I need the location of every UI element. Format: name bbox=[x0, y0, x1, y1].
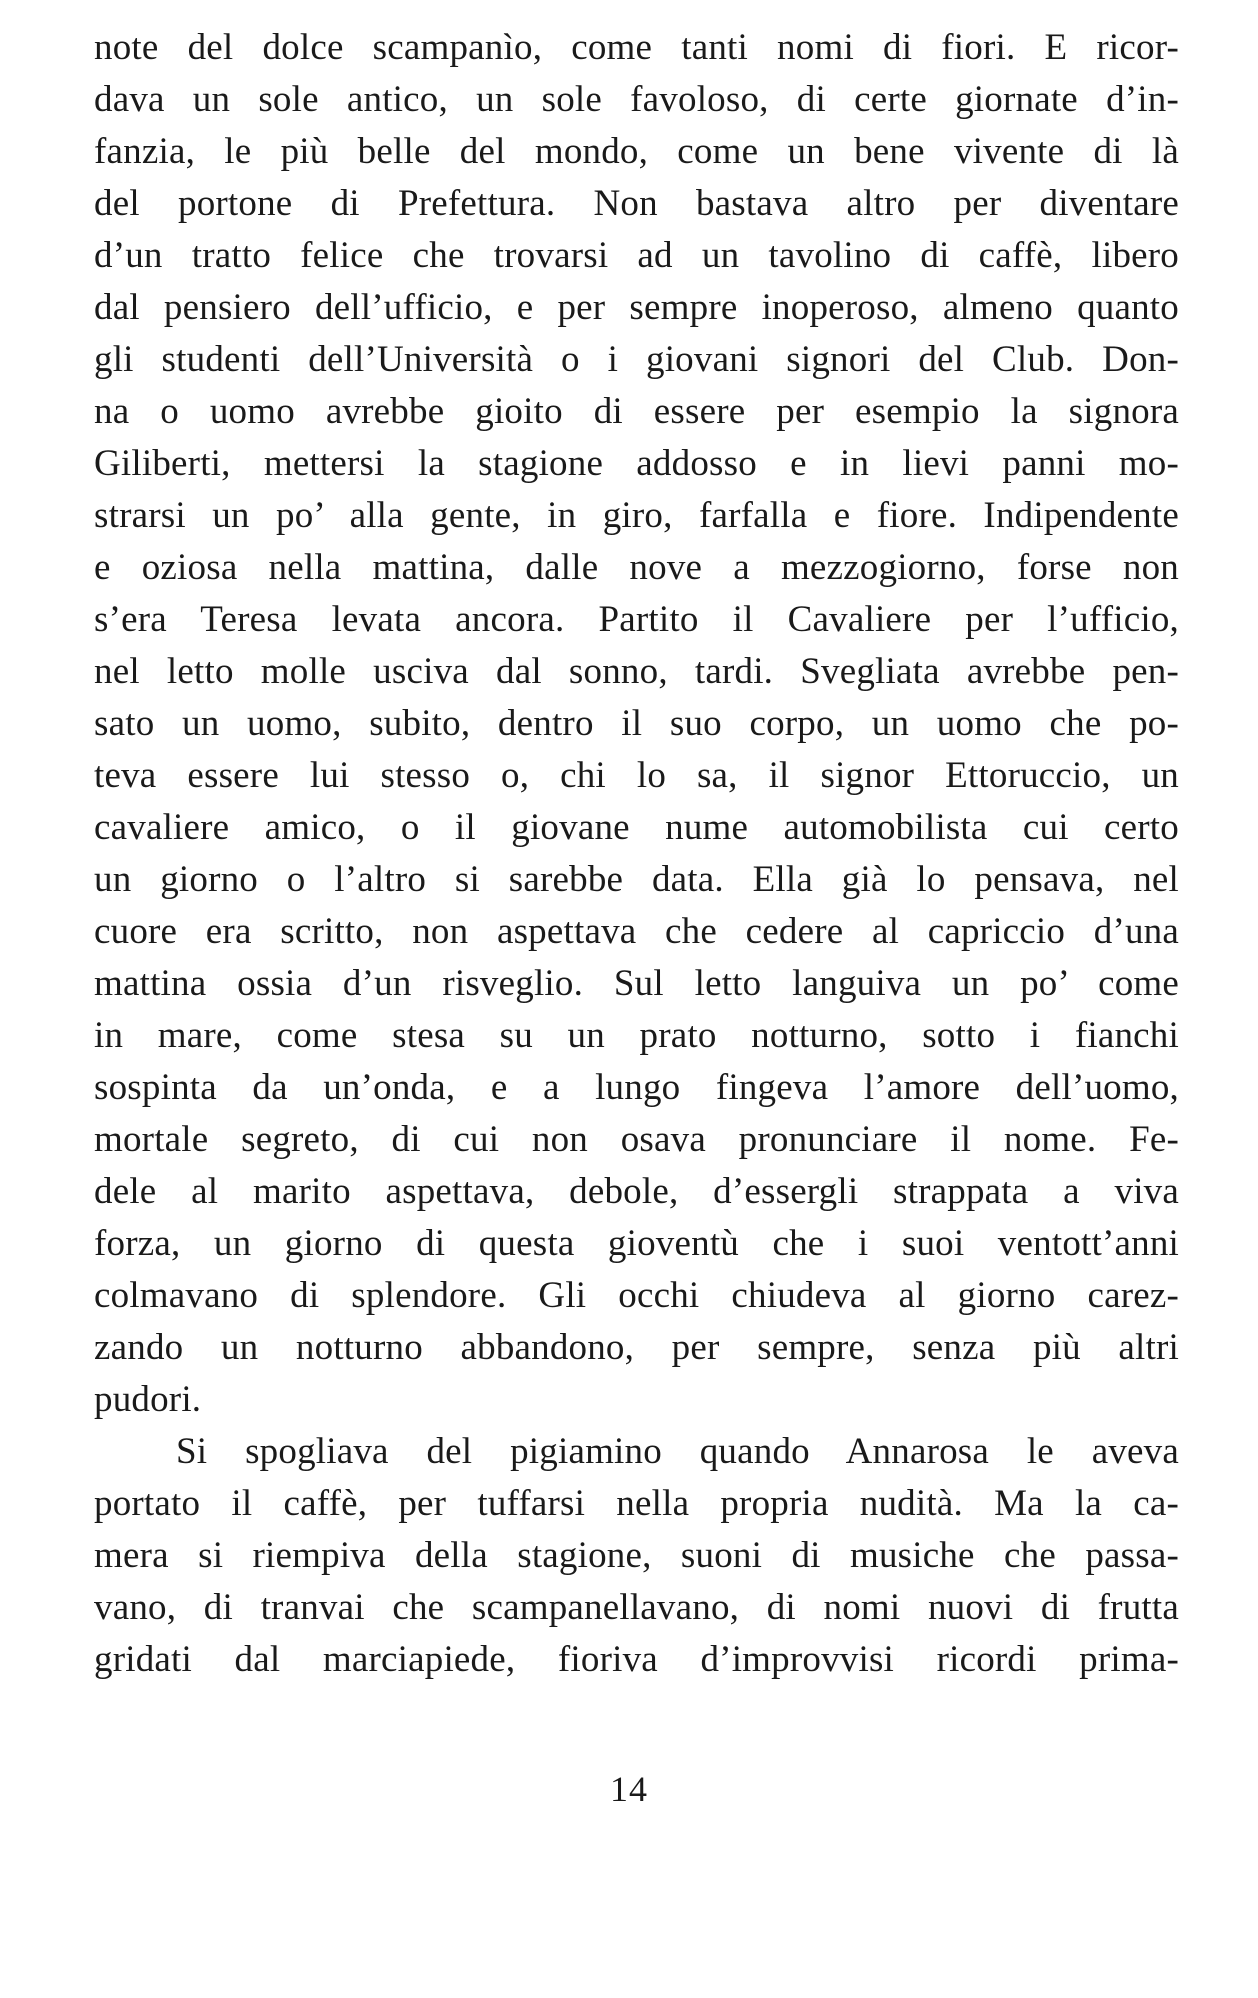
body-text bbox=[94, 22, 1179, 1686]
text-line: cavaliere amico, o il giovane nume automobilista cui certo bbox=[94, 807, 1179, 848]
text-line: pudori. bbox=[94, 1379, 202, 1420]
text-line: na o uomo avrebbe gioito di essere per esempio la signora bbox=[94, 391, 1179, 432]
text-line: mera si riempiva della stagione, suoni di musiche che passa- bbox=[94, 1535, 1179, 1576]
text-line: zando un notturno abbandono, per sempre, senza più altri bbox=[94, 1327, 1179, 1368]
paragraph-2 bbox=[94, 1426, 1179, 1686]
text-line: mortale segreto, di cui non osava pronunciare il nome. Fe- bbox=[94, 1119, 1179, 1160]
text-line: Si spogliava del pigiamino quando Annarosa le aveva bbox=[176, 1431, 1179, 1472]
text-line: note del dolce scampanìo, come tanti nomi di fiori. E ricor- bbox=[94, 27, 1179, 68]
text-line: gli studenti dell’Università o i giovani signori del Club. Don- bbox=[94, 339, 1179, 380]
text-line: cuore era scritto, non aspettava che cedere al capriccio d’una bbox=[94, 911, 1179, 952]
text-line: un giorno o l’altro si sarebbe data. Ella già lo pensava, nel bbox=[94, 859, 1179, 900]
page-number: 14 bbox=[610, 1769, 648, 1809]
text-line: strarsi un po’ alla gente, in giro, farfalla e fiore. Indipendente bbox=[94, 495, 1179, 536]
text-line: del portone di Prefettura. Non bastava altro per diventare bbox=[94, 183, 1179, 224]
text-line: Giliberti, mettersi la stagione addosso e in lievi panni mo- bbox=[94, 443, 1179, 484]
text-line: s’era Teresa levata ancora. Partito il Cavaliere per l’ufficio, bbox=[94, 599, 1179, 640]
text-line: sospinta da un’onda, e a lungo fingeva l’amore dell’uomo, bbox=[94, 1067, 1179, 1108]
text-line: portato il caffè, per tuffarsi nella propria nudità. Ma la ca- bbox=[94, 1483, 1179, 1524]
paragraph-1 bbox=[94, 22, 1179, 1426]
text-line: in mare, come stesa su un prato notturno, sotto i fianchi bbox=[94, 1015, 1179, 1056]
text-line: colmavano di splendore. Gli occhi chiudeva al giorno carez- bbox=[94, 1275, 1179, 1316]
text-line: vano, di tranvai che scampanellavano, di nomi nuovi di frutta bbox=[94, 1587, 1179, 1628]
text-line: dava un sole antico, un sole favoloso, di certe giornate d’in- bbox=[94, 79, 1179, 120]
text-line: gridati dal marciapiede, fioriva d’improvvisi ricordi prima- bbox=[94, 1639, 1179, 1680]
text-line: dele al marito aspettava, debole, d’essergli strappata a viva bbox=[94, 1171, 1179, 1212]
text-line: sato un uomo, subito, dentro il suo corpo, un uomo che po- bbox=[94, 703, 1179, 744]
text-line: nel letto molle usciva dal sonno, tardi. Svegliata avrebbe pen- bbox=[94, 651, 1179, 692]
text-line: e oziosa nella mattina, dalle nove a mezzogiorno, forse non bbox=[94, 547, 1179, 588]
text-line: forza, un giorno di questa gioventù che i suoi ventott’anni bbox=[94, 1223, 1179, 1264]
text-line: dal pensiero dell’ufficio, e per sempre inoperoso, almeno quanto bbox=[94, 287, 1179, 328]
text-line: teva essere lui stesso o, chi lo sa, il signor Ettoruccio, un bbox=[94, 755, 1179, 796]
text-line: fanzia, le più belle del mondo, come un bene vivente di là bbox=[94, 131, 1179, 172]
text-line: mattina ossia d’un risveglio. Sul letto languiva un po’ come bbox=[94, 963, 1179, 1004]
text-line: d’un tratto felice che trovarsi ad un tavolino di caffè, libero bbox=[94, 235, 1179, 276]
